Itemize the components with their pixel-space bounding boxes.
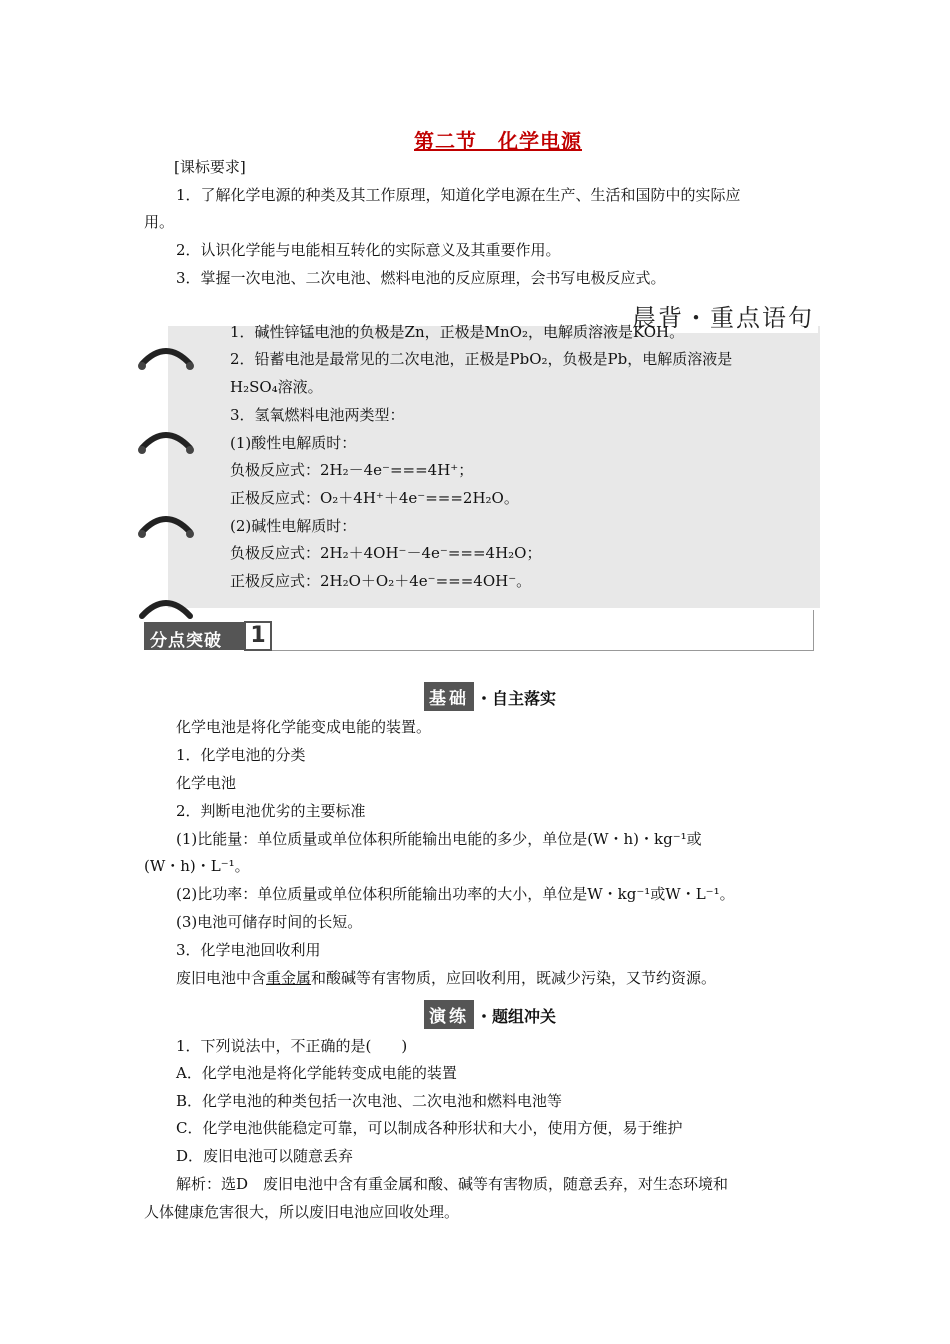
basics-recycle [176,968,716,988]
key-sentences-banner: 晨背・重点语句 [628,298,818,333]
basics-heading-text: ・自主落实 [476,689,557,708]
answer-analysis: 解析：选D 废旧电池中含有重金属和酸、碱等有害物质，随意丢弃，对生态环境和 [176,1175,729,1193]
requirements-label: [课标要求] [174,158,246,176]
section-banner-rule [272,650,814,651]
key-sentence-1: 1．碱性锌锰电池的负极是Zn，正极是MnO₂，电解质溶液是KOH。 [230,323,685,341]
key-sentence-3: 3．氢氧燃料电池两类型： [230,406,405,424]
basics-heading [424,682,556,711]
recycle-pre: 废旧电池中含 [176,969,267,987]
practice-tag: 演练 [424,1000,474,1029]
answer-analysis-cont: 人体健康危害很大，所以废旧电池应回收处理。 [144,1203,460,1221]
option-d: D．废旧电池可以随意丢弃 [176,1147,354,1165]
recycle-highlight: 重金属 [266,969,312,987]
base-electrolyte-label: (2)碱性电解质时： [230,517,357,535]
binder-ring-icon [136,340,200,640]
section-banner [144,610,814,652]
requirement-1: 1．了解化学电源的种类及其工作原理，知道化学电源在生产、生活和国防中的实际应 [176,186,741,204]
practice-heading-text: ・题组冲关 [476,1007,557,1026]
basics-h1-text: 化学电池 [176,774,237,792]
base-negative-equation: 负极反应式：2H₂＋4OH⁻－4e⁻===4H₂O； [230,544,542,562]
requirement-2: 2．认识化学能与电能相互转化的实际意义及其重要作用。 [176,241,561,259]
basics-intro: 化学电池是将化学能变成电能的装置。 [176,718,432,736]
basics-h1: 1．化学电池的分类 [176,746,306,764]
page-title: 第二节 化学电源 [414,129,582,153]
basics-p1: (1)比能量：单位质量或单位体积所能输出电能的多少，单位是(W・h)・kg⁻¹或 [176,830,702,848]
acid-positive-equation: 正极反应式：O₂＋4H⁺＋4e⁻===2H₂O。 [230,489,519,507]
base-positive-equation: 正极反应式：2H₂O＋O₂＋4e⁻===4OH⁻。 [230,572,532,590]
basics-h3: 3．化学电池回收利用 [176,941,321,959]
acid-negative-equation: 负极反应式：2H₂－4e⁻===4H⁺； [230,461,474,479]
key-sentence-2-cont: H₂SO₄溶液。 [230,378,323,396]
option-c: C．化学电池供能稳定可靠，可以制成各种形状和大小，使用方便，易于维护 [176,1119,683,1137]
section-banner-number: 1 [244,621,272,651]
basics-p2: (2)比功率：单位质量或单位体积所能输出功率的大小，单位是W・kg⁻¹或W・L⁻¹。 [176,885,735,903]
basics-tag: 基础 [424,682,474,711]
basics-h2: 2．判断电池优劣的主要标准 [176,802,366,820]
basics-p1-cont: (W・h)・L⁻¹。 [144,857,250,875]
question-1: 1．下列说法中，不正确的是( ) [176,1037,408,1055]
option-b: B．化学电池的种类包括一次电池、二次电池和燃料电池等 [176,1092,563,1110]
option-a: A．化学电池是将化学能转变成电能的装置 [176,1064,457,1082]
recycle-post: 和酸碱等有害物质，应回收利用，既减少污染，又节约资源。 [311,969,717,987]
basics-p3: (3)电池可储存时间的长短。 [176,913,363,931]
key-sentence-2: 2．铅蓄电池是最常见的二次电池，正极是PbO₂，负极是Pb，电解质溶液是 [230,350,733,368]
requirement-3: 3．掌握一次电池、二次电池、燃料电池的反应原理，会书写电极反应式。 [176,269,666,287]
section-banner-label: 分点突破 [150,631,222,651]
requirement-1-cont: 用。 [144,213,175,231]
acid-electrolyte-label: (1)酸性电解质时： [230,434,357,452]
section-banner-edge [813,610,814,651]
practice-heading [424,1000,556,1029]
